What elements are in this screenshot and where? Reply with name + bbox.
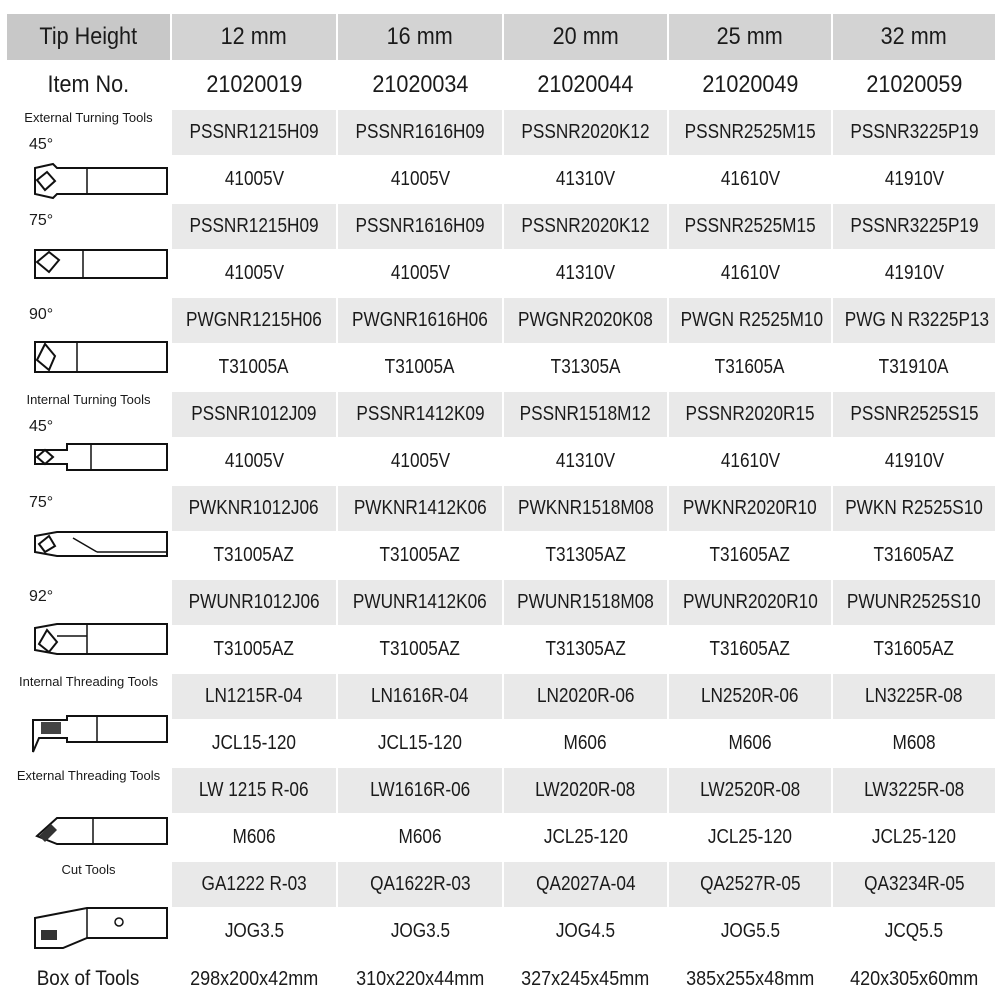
holder-row (6, 391, 996, 438)
holder-code-cell: PSSNR2020K12 (503, 203, 668, 250)
insert-code-cell: T31605AZ (832, 532, 996, 579)
insert-code-cell: JCL25-120 (832, 814, 996, 861)
insert-code-cell: 41610V (668, 250, 832, 297)
insert-code-cell: T31005AZ (171, 626, 337, 673)
tool-type-cell (6, 861, 171, 955)
holder-code-cell: PSSNR2020K12 (503, 109, 668, 156)
tool-spec-table (5, 12, 997, 1004)
insert-code-cell: T31305AZ (503, 532, 668, 579)
holder-row (6, 579, 996, 626)
box-size-cell: 298x200x42mm (171, 955, 337, 1003)
holder-code-cell: PWKNR1518M08 (503, 485, 668, 532)
tool-spec-table-container (5, 12, 995, 1004)
holder-code-cell: PWGNR1616H06 (337, 297, 503, 344)
insert-code-cell: 41610V (668, 156, 832, 203)
holder-code-cell: PSSNR1012J09 (171, 391, 337, 438)
tool-group-label: External Turning Tools (24, 110, 153, 125)
insert-code-cell: 41310V (503, 438, 668, 485)
holder-code-cell: PWGNR1215H06 (171, 297, 337, 344)
size-header: 20 mm (503, 13, 668, 61)
holder-code-cell: LW 1215 R-06 (171, 767, 337, 814)
tool-angle-label: 45° (29, 136, 54, 153)
item-number-cell: 21020034 (337, 61, 503, 109)
tool-type-cell (6, 109, 171, 203)
insert-code-cell: 41310V (503, 250, 668, 297)
item-number-cell: 21020059 (832, 61, 996, 109)
tool-group-label: Internal Turning Tools (26, 392, 151, 407)
box-size-cell: 420x305x60mm (832, 955, 996, 1003)
insert-code-cell: M606 (503, 720, 668, 767)
insert-code-cell: T31305AZ (503, 626, 668, 673)
insert-code-cell: 41910V (832, 250, 996, 297)
internal-turning-75-tool-icon (27, 522, 171, 572)
holder-code-cell: PSSNR2525M15 (668, 203, 832, 250)
item-number-cell: 21020044 (503, 61, 668, 109)
holder-code-cell: PWKN R2525S10 (832, 485, 996, 532)
item-number-cell: 21020019 (171, 61, 337, 109)
holder-code-cell: PSSNR1616H09 (337, 109, 503, 156)
insert-code-cell: T31910A (832, 344, 996, 391)
box-size-cell: 385x255x48mm (668, 955, 832, 1003)
internal-turning-92-tool-icon (27, 616, 171, 666)
holder-code-cell: QA2527R-05 (668, 861, 832, 908)
insert-code-cell: 41310V (503, 156, 668, 203)
insert-code-cell: JOG4.5 (503, 908, 668, 955)
holder-row (6, 297, 996, 344)
holder-code-cell: PSSNR3225P19 (832, 203, 996, 250)
insert-code-cell: T31005A (171, 344, 337, 391)
holder-code-cell: PSSNR1412K09 (337, 391, 503, 438)
insert-code-cell: 41910V (832, 438, 996, 485)
holder-code-cell: PWKNR1412K06 (337, 485, 503, 532)
external-turning-90-tool-icon (27, 334, 171, 384)
size-header: 12 mm (171, 13, 337, 61)
tool-angle-label: 75° (29, 212, 54, 229)
tool-angle-label: 90° (29, 306, 54, 323)
insert-code-cell: 41005V (171, 438, 337, 485)
insert-code-cell: 41005V (337, 438, 503, 485)
insert-code-cell: T31605AZ (668, 532, 832, 579)
holder-code-cell: LN2520R-06 (668, 673, 832, 720)
insert-code-cell: 41610V (668, 438, 832, 485)
insert-code-cell: T31005AZ (171, 532, 337, 579)
holder-code-cell: PWUNR1518M08 (503, 579, 668, 626)
holder-row (6, 673, 996, 720)
holder-code-cell: PSSNR1215H09 (171, 109, 337, 156)
holder-code-cell: PSSNR2020R15 (668, 391, 832, 438)
insert-code-cell: JCL15-120 (337, 720, 503, 767)
tool-type-cell (6, 203, 171, 297)
holder-code-cell: QA1622R-03 (337, 861, 503, 908)
internal-threading-tool-icon (27, 712, 171, 762)
box-size-cell: 327x245x45mm (503, 955, 668, 1003)
holder-code-cell: PWUNR2020R10 (668, 579, 832, 626)
insert-code-cell: 41005V (171, 250, 337, 297)
tool-angle-label: 75° (29, 494, 54, 511)
insert-code-cell: 41005V (337, 250, 503, 297)
holder-code-cell: PSSNR3225P19 (832, 109, 996, 156)
insert-code-cell: T31605AZ (668, 626, 832, 673)
holder-row (6, 485, 996, 532)
holder-code-cell: PWGNR2020K08 (503, 297, 668, 344)
holder-code-cell: LW1616R-06 (337, 767, 503, 814)
holder-code-cell: LN1215R-04 (171, 673, 337, 720)
size-header: 25 mm (668, 13, 832, 61)
box-size-cell: 310x220x44mm (337, 955, 503, 1003)
insert-code-cell: JCL25-120 (503, 814, 668, 861)
insert-code-cell: M608 (832, 720, 996, 767)
holder-code-cell: LN1616R-04 (337, 673, 503, 720)
insert-code-cell: JOG5.5 (668, 908, 832, 955)
holder-row (6, 861, 996, 908)
holder-code-cell: PSSNR1215H09 (171, 203, 337, 250)
holder-code-cell: PWKNR1012J06 (171, 485, 337, 532)
insert-code-cell: T31605AZ (832, 626, 996, 673)
header-row (6, 13, 996, 61)
holder-code-cell: PSSNR2525S15 (832, 391, 996, 438)
insert-code-cell: M606 (171, 814, 337, 861)
box-of-tools-label: Box of Tools (6, 955, 171, 1003)
size-header: 16 mm (337, 13, 503, 61)
tip-height-header: Tip Height (6, 13, 171, 61)
holder-code-cell: PWG N R3225P13 (832, 297, 996, 344)
insert-code-cell: JOG3.5 (337, 908, 503, 955)
holder-code-cell: LW3225R-08 (832, 767, 996, 814)
insert-code-cell: JCL25-120 (668, 814, 832, 861)
holder-code-cell: QA2027A-04 (503, 861, 668, 908)
insert-code-cell: T31005A (337, 344, 503, 391)
tool-group-label: Cut Tools (61, 862, 116, 877)
holder-code-cell: PSSNR2525M15 (668, 109, 832, 156)
insert-code-cell: T31605A (668, 344, 832, 391)
tool-type-cell (6, 485, 171, 579)
insert-code-cell: M606 (337, 814, 503, 861)
tool-type-cell (6, 391, 171, 485)
insert-code-cell: JCL15-120 (171, 720, 337, 767)
external-threading-tool-icon (27, 806, 171, 856)
external-turning-75-tool-icon (27, 240, 171, 290)
holder-code-cell: QA3234R-05 (832, 861, 996, 908)
holder-code-cell: PWUNR2525S10 (832, 579, 996, 626)
tool-type-cell (6, 673, 171, 767)
holder-code-cell: PWUNR1012J06 (171, 579, 337, 626)
insert-code-cell: 41910V (832, 156, 996, 203)
tool-type-cell (6, 767, 171, 861)
holder-code-cell: PWGN R2525M10 (668, 297, 832, 344)
tool-group-label: External Threading Tools (16, 768, 161, 783)
external-turning-45-tool-icon (27, 154, 171, 203)
holder-code-cell: GA1222 R-03 (171, 861, 337, 908)
insert-code-cell: JOG3.5 (171, 908, 337, 955)
holder-row (6, 767, 996, 814)
item-number-label: Item No. (6, 61, 171, 109)
holder-code-cell: PSSNR1518M12 (503, 391, 668, 438)
internal-turning-45-tool-icon (27, 436, 171, 485)
tool-type-cell (6, 579, 171, 673)
tool-angle-label: 92° (29, 588, 54, 605)
insert-code-cell: T31005AZ (337, 626, 503, 673)
insert-code-cell: JCQ5.5 (832, 908, 996, 955)
holder-code-cell: PSSNR1616H09 (337, 203, 503, 250)
insert-code-cell: T31305A (503, 344, 668, 391)
holder-row (6, 109, 996, 156)
insert-code-cell: 41005V (171, 156, 337, 203)
holder-row (6, 203, 996, 250)
item-number-cell: 21020049 (668, 61, 832, 109)
item-number-row (6, 61, 996, 109)
insert-code-cell: M606 (668, 720, 832, 767)
holder-code-cell: PWUNR1412K06 (337, 579, 503, 626)
holder-code-cell: LN2020R-06 (503, 673, 668, 720)
size-header: 32 mm (832, 13, 996, 61)
cut-tool-icon (27, 900, 171, 950)
holder-code-cell: LN3225R-08 (832, 673, 996, 720)
holder-code-cell: LW2520R-08 (668, 767, 832, 814)
tool-type-cell (6, 297, 171, 391)
tool-angle-label: 45° (29, 418, 54, 435)
holder-code-cell: PWKNR2020R10 (668, 485, 832, 532)
insert-code-cell: 41005V (337, 156, 503, 203)
tool-group-label: Internal Threading Tools (18, 674, 158, 689)
box-of-tools-row (6, 955, 996, 1003)
insert-code-cell: T31005AZ (337, 532, 503, 579)
holder-code-cell: LW2020R-08 (503, 767, 668, 814)
